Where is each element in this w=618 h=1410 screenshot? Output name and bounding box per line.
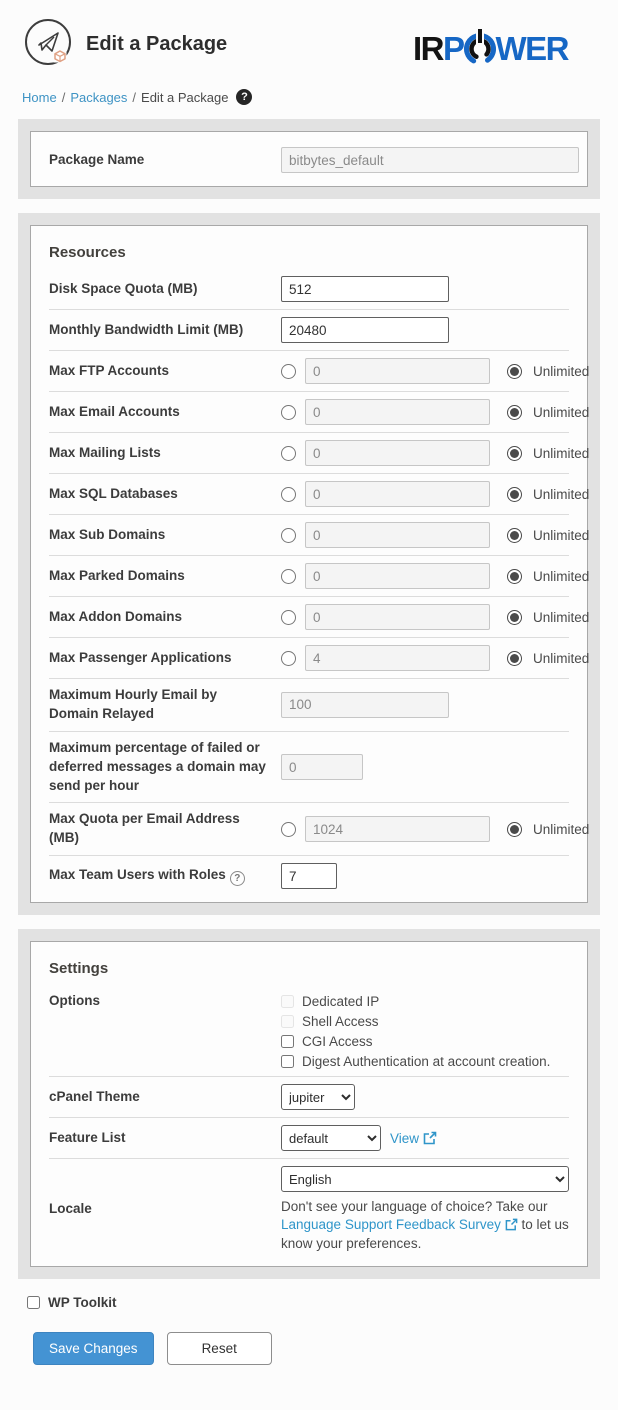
wp-toolkit-checkbox[interactable] (27, 1296, 40, 1309)
locale-label: Locale (49, 1201, 92, 1217)
external-link-icon (505, 1218, 518, 1231)
option-digest-auth: Digest Authentication at account creation. (281, 1054, 550, 1069)
package-name-section (18, 119, 600, 199)
locale-help-text: Don't see your language of choice? Take our Language Support Feedback Survey to let us know your preferences. (281, 1199, 569, 1251)
passenger-unlimited-radio[interactable] (507, 651, 522, 666)
page-title: Edit a Package (86, 33, 228, 55)
email-quota-unlimited-radio[interactable] (507, 822, 522, 837)
disk-space-input[interactable] (281, 276, 449, 302)
digest-auth-checkbox[interactable] (281, 1055, 294, 1068)
mailing-lists-limited-radio[interactable] (281, 446, 296, 461)
email-limited-radio[interactable] (281, 405, 296, 420)
unlimited-label: Unlimited (533, 821, 590, 837)
dedicated-ip-checkbox[interactable] (281, 995, 294, 1008)
logo-text-black: IR (412, 30, 443, 67)
shell-access-checkbox[interactable] (281, 1015, 294, 1028)
feature-list-row (49, 1118, 569, 1159)
parked-input[interactable] (305, 563, 490, 589)
settings-heading: Settings (49, 960, 109, 978)
resource-row-email: Max Email Accounts 0 Unlimited (49, 392, 569, 433)
cgi-access-checkbox[interactable] (281, 1035, 294, 1048)
irpower-logo (413, 26, 568, 71)
email-input[interactable] (305, 399, 490, 425)
package-icon (22, 16, 74, 73)
breadcrumb-separator: / (132, 89, 137, 105)
subdomains-limited-radio[interactable] (281, 528, 296, 543)
feature-list-select[interactable] (281, 1125, 381, 1151)
email-quota-input[interactable] (305, 816, 490, 842)
unlimited-label: Unlimited (533, 650, 590, 666)
ftp-limited-radio[interactable] (281, 364, 296, 379)
resources-heading: Resources (49, 244, 126, 261)
logo-text-p: P (442, 30, 464, 67)
locale-select[interactable] (281, 1166, 569, 1192)
package-name-label: Package Name (49, 151, 145, 167)
question-circle-icon[interactable]: ? (230, 871, 245, 886)
resource-row-subdomains: Max Sub Domains 0 Unlimited (49, 515, 569, 556)
resource-row-disk-space: Disk Space Quota (MB) 512 (49, 269, 569, 310)
subdomains-unlimited-radio[interactable] (507, 528, 522, 543)
ftp-input[interactable] (305, 358, 490, 384)
unlimited-label: Unlimited (533, 404, 590, 420)
mailing-lists-unlimited-radio[interactable] (507, 446, 522, 461)
resource-row-defer-percent: Maximum percentage of failed or deferred messages a domain may send per hour 0 (49, 732, 569, 804)
locale-row (49, 1159, 569, 1260)
wp-toolkit-label: WP Toolkit (48, 1294, 117, 1310)
view-feature-list-link[interactable]: View (390, 1131, 437, 1146)
resource-row-mailing-lists: Max Mailing Lists 0 Unlimited (49, 433, 569, 474)
wp-toolkit-option (27, 1295, 618, 1310)
mailing-lists-input[interactable] (305, 440, 490, 466)
options-label: Options (49, 993, 100, 1009)
reset-button[interactable]: Reset (167, 1332, 272, 1365)
hourly-email-input[interactable] (281, 692, 449, 718)
sql-unlimited-radio[interactable] (507, 487, 522, 502)
option-shell-access: Shell Access (281, 1014, 550, 1029)
subdomains-input[interactable] (305, 522, 490, 548)
page-header (0, 0, 618, 105)
sql-input[interactable] (305, 481, 490, 507)
parked-limited-radio[interactable] (281, 569, 296, 584)
email-unlimited-radio[interactable] (507, 405, 522, 420)
unlimited-label: Unlimited (533, 363, 590, 379)
unlimited-label: Unlimited (533, 486, 590, 502)
parked-unlimited-radio[interactable] (507, 569, 522, 584)
resource-row-team-users: Max Team Users with Roles ? 7 (49, 856, 569, 896)
breadcrumb-current: Edit a Package (141, 89, 229, 105)
addon-limited-radio[interactable] (281, 610, 296, 625)
addon-input[interactable] (305, 604, 490, 630)
unlimited-label: Unlimited (533, 568, 590, 584)
breadcrumb-home-link[interactable]: Home (22, 89, 57, 105)
breadcrumb (22, 89, 596, 105)
cpanel-theme-select[interactable] (281, 1084, 355, 1110)
resource-row-addon: Max Addon Domains 0 Unlimited (49, 597, 569, 638)
resource-row-sql: Max SQL Databases 0 Unlimited (49, 474, 569, 515)
resource-row-hourly-email: Maximum Hourly Email by Domain Relayed 100 (49, 679, 569, 732)
power-icon (464, 26, 496, 71)
resource-row-parked: Max Parked Domains 0 Unlimited (49, 556, 569, 597)
unlimited-label: Unlimited (533, 609, 590, 625)
resource-row-ftp: Max FTP Accounts 0 Unlimited (49, 351, 569, 392)
unlimited-label: Unlimited (533, 527, 590, 543)
package-name-input[interactable] (281, 147, 579, 173)
breadcrumb-separator: / (61, 89, 66, 105)
email-quota-limited-radio[interactable] (281, 822, 296, 837)
cpanel-theme-label: cPanel Theme (49, 1088, 140, 1104)
feature-list-label: Feature List (49, 1129, 126, 1145)
resource-row-email-quota: Max Quota per Email Address (MB) 1024 Unlimited (49, 803, 569, 856)
options-row (49, 985, 569, 1077)
resource-row-bandwidth: Monthly Bandwidth Limit (MB) 20480 (49, 310, 569, 351)
settings-section (18, 929, 600, 1279)
help-icon[interactable]: ? (236, 89, 252, 105)
passenger-limited-radio[interactable] (281, 651, 296, 666)
external-link-icon (423, 1131, 437, 1145)
unlimited-label: Unlimited (533, 445, 590, 461)
bandwidth-input[interactable] (281, 317, 449, 343)
option-dedicated-ip: Dedicated IP (281, 994, 550, 1009)
option-cgi-access: CGI Access (281, 1034, 550, 1049)
resource-row-passenger: Max Passenger Applications 4 Unlimited (49, 638, 569, 679)
ftp-unlimited-radio[interactable] (507, 364, 522, 379)
logo-text-blue: WER (495, 30, 568, 67)
resources-section (18, 213, 600, 915)
passenger-input[interactable] (305, 645, 490, 671)
language-survey-link[interactable]: Language Support Feedback Survey (281, 1217, 518, 1232)
cpanel-theme-row (49, 1077, 569, 1118)
addon-unlimited-radio[interactable] (507, 610, 522, 625)
team-users-input[interactable] (281, 863, 337, 889)
breadcrumb-packages-link[interactable]: Packages (70, 89, 128, 105)
defer-percent-input[interactable] (281, 754, 363, 780)
sql-limited-radio[interactable] (281, 487, 296, 502)
save-changes-button[interactable]: Save Changes (33, 1332, 154, 1365)
